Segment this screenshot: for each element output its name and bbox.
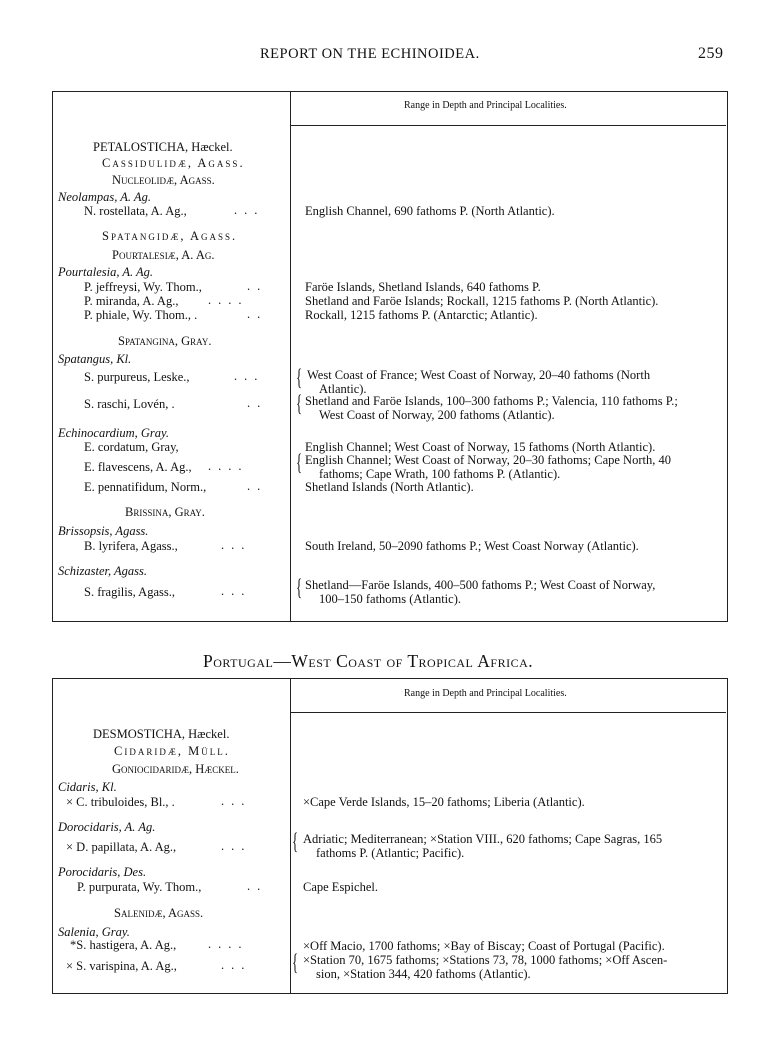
locality-continued: Atlantic). (319, 382, 367, 396)
leader-dots: ... (234, 369, 265, 383)
locality: Adriatic; Mediterranean; ×Station VIII., 620 fathoms; Cape Sagras, 165 (303, 832, 663, 846)
locality: West Coast of France; West Coast of Norway, 20–40 fathoms (North (307, 368, 651, 382)
species-name: B. lyrifera, Agass., (84, 539, 178, 553)
species-name: × C. tribuloides, Bl., . (66, 795, 175, 809)
subfamily-name: Nucleolidæ, Agass. (112, 173, 215, 187)
species-name: E. cordatum, Gray, (84, 440, 179, 454)
genus-name: Brissopsis, Agass. (58, 524, 149, 538)
leader-dots: ... (221, 584, 252, 598)
genus-name: Spatangus, Kl. (58, 352, 132, 366)
running-header-title: REPORT ON THE ECHINOIDEA. (260, 46, 480, 62)
locality-continued: sion, ×Station 344, 420 fathoms (Atlantic). (316, 967, 531, 981)
species-name: S. raschi, Lovén, . (84, 397, 175, 411)
species-name: N. rostellata, A. Ag., (84, 204, 187, 218)
locality: ×Cape Verde Islands, 15–20 fathoms; Liberia (Atlantic). (303, 795, 585, 809)
subfamily-name: Brissina, Gray. (125, 505, 205, 519)
column-divider (290, 91, 291, 621)
leader-dots: .. (247, 279, 268, 293)
locality-continued: fathoms; Cape Wrath, 100 fathoms P. (Atlantic). (319, 467, 561, 481)
brace: { (292, 829, 299, 854)
locality: English Channel; West Coast of Norway, 15 fathoms (North Atlantic). (305, 440, 656, 454)
leader-dots: .... (208, 459, 249, 473)
species-name: × D. papillata, A. Ag., (66, 840, 177, 854)
genus-name: Cidaris, Kl. (58, 780, 117, 794)
genus-name: Echinocardium, Gray. (58, 426, 169, 440)
family-name: Cassidulidæ, Agass. (102, 156, 245, 170)
species-name: S. purpureus, Leske., (84, 370, 190, 384)
locality: Shetland and Faröe Islands, 100–300 fathoms P.; Valencia, 110 fathoms P.; (305, 394, 678, 408)
leader-dots: .... (208, 293, 249, 307)
locality-continued: 100–150 fathoms (Atlantic). (319, 592, 461, 606)
brace: { (296, 575, 303, 600)
locality: English Channel, 690 fathoms P. (North Atlantic). (305, 204, 555, 218)
group-name: PETALOSTICHA, Hæckel. (93, 140, 233, 154)
brace: { (296, 391, 303, 416)
leader-dots: ... (221, 958, 252, 972)
family-name: Salenidæ, Agass. (114, 906, 204, 920)
species-name: E. flavescens, A. Ag., (84, 460, 192, 474)
family-name: Cidaridæ, Müll. (114, 744, 230, 758)
leader-dots: .. (247, 307, 268, 321)
species-name: P. purpurata, Wy. Thom., (77, 880, 202, 894)
column-heading: Range in Depth and Principal Localities. (404, 100, 567, 111)
species-name: *S. hastigera, A. Ag., (70, 938, 177, 952)
column-heading: Range in Depth and Principal Localities. (404, 688, 567, 699)
genus-name: Porocidaris, Des. (58, 865, 147, 879)
header-rule (290, 712, 726, 713)
genus-name: Pourtalesia, A. Ag. (58, 265, 154, 279)
genus-name: Schizaster, Agass. (58, 564, 148, 578)
locality: Rockall, 1215 fathoms P. (Antarctic; Atlantic). (305, 308, 538, 322)
species-name: E. pennatifidum, Norm., (84, 480, 207, 494)
locality: Shetland—Faröe Islands, 400–500 fathoms P.; West Coast of Norway, (305, 578, 656, 592)
group-name: DESMOSTICHA, Hæckel. (93, 727, 230, 741)
genus-name: Salenia, Gray. (58, 925, 130, 939)
locality-continued: fathoms P. (Atlantic; Pacific). (316, 846, 465, 860)
genus-name: Dorocidaris, A. Ag. (58, 820, 156, 834)
brace: { (292, 950, 299, 975)
header-rule (290, 125, 726, 126)
leader-dots: ... (221, 794, 252, 808)
column-divider (290, 678, 291, 993)
family-name: Spatangidæ, Agass. (102, 229, 238, 243)
species-name: P. phiale, Wy. Thom., . (84, 308, 198, 322)
locality-continued: West Coast of Norway, 200 fathoms (Atlantic). (319, 408, 555, 422)
leader-dots: .. (247, 879, 268, 893)
locality: ×Off Macio, 1700 fathoms; ×Bay of Biscay; Coast of Portugal (Pacific). (303, 939, 665, 953)
page-number: 259 (698, 45, 724, 62)
species-name: P. jeffreysi, Wy. Thom., (84, 280, 202, 294)
subfamily-name: Spatangina, Gray. (118, 334, 212, 348)
locality: South Ireland, 50–2090 fathoms P.; West Coast Norway (Atlantic). (305, 539, 639, 553)
leader-dots: .. (247, 396, 268, 410)
genus-name: Neolampas, A. Ag. (58, 190, 151, 204)
locality: Shetland and Faröe Islands; Rockall, 1215 fathoms P. (North Atlantic). (305, 294, 659, 308)
subfamily-name: Pourtalesiæ, A. Ag. (112, 248, 215, 262)
section-title: Portugal—West Coast of Tropical Africa. (203, 651, 534, 671)
subfamily-name: Goniocidaridæ, Hæckel. (112, 762, 239, 776)
locality: Shetland Islands (North Atlantic). (305, 480, 474, 494)
leader-dots: ... (221, 839, 252, 853)
brace: { (296, 365, 303, 390)
leader-dots: .... (208, 937, 249, 951)
species-name: S. fragilis, Agass., (84, 585, 175, 599)
locality: English Channel; West Coast of Norway, 20–30 fathoms; Cape North, 40 (305, 453, 671, 467)
leader-dots: .. (247, 479, 268, 493)
locality: ×Station 70, 1675 fathoms; ×Stations 73, 78, 1000 fathoms; ×Off Ascen- (303, 953, 668, 967)
species-name: P. miranda, A. Ag., (84, 294, 179, 308)
brace: { (296, 450, 303, 475)
locality: Faröe Islands, Shetland Islands, 640 fathoms P. (305, 280, 541, 294)
leader-dots: ... (221, 538, 252, 552)
species-name: × S. varispina, A. Ag., (66, 959, 177, 973)
leader-dots: ... (234, 203, 265, 217)
locality: Cape Espichel. (303, 880, 378, 894)
